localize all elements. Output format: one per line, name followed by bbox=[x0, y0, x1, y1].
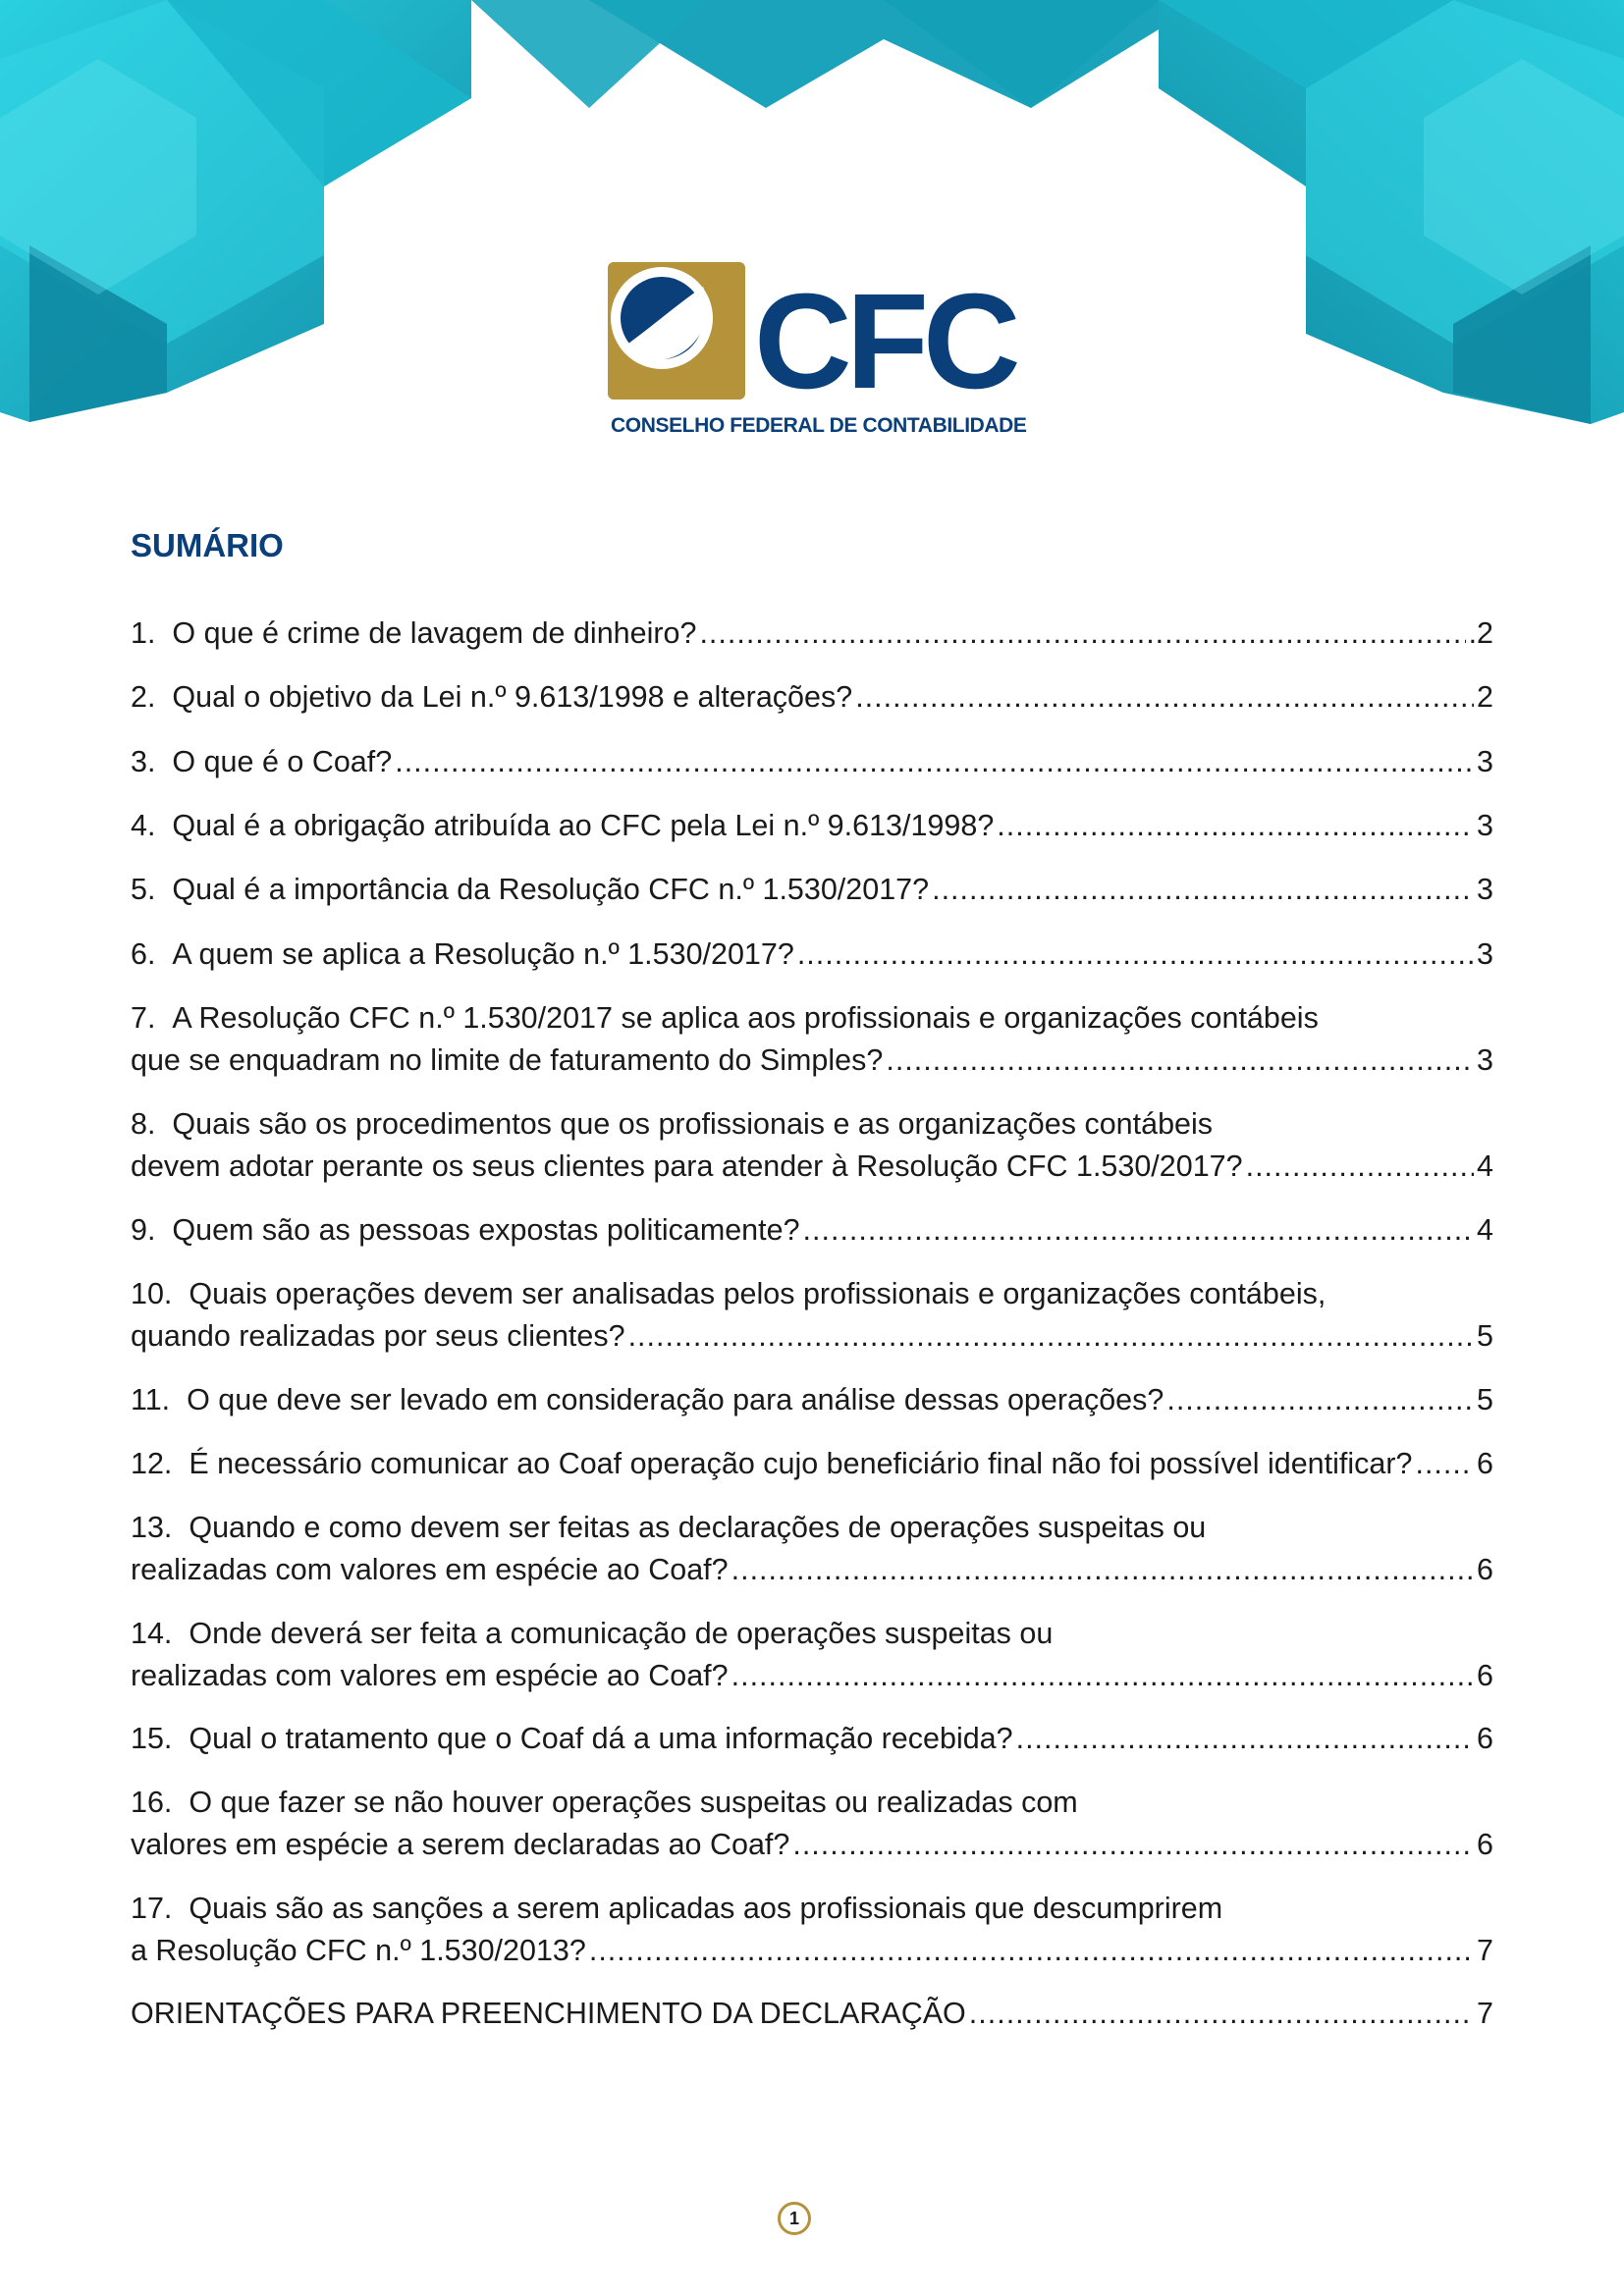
toc-line bbox=[131, 1655, 1493, 1697]
toc-line bbox=[131, 1146, 1493, 1188]
toc-entry-text: 3. O que é o Coaf? bbox=[131, 745, 393, 778]
dot-leader bbox=[855, 676, 1474, 719]
toc-entry bbox=[131, 1209, 1493, 1252]
toc-entry-text: 10. Quais operações devem ser analisadas pelos profissionais e organizações contábeis, bbox=[131, 1277, 1326, 1310]
toc-entry bbox=[131, 1718, 1493, 1760]
toc-entry-text: ORIENTAÇÕES PARA PREENCHIMENTO DA DECLARAÇÃO bbox=[131, 1997, 966, 2030]
toc-page-number: 3 bbox=[1477, 937, 1493, 971]
toc-line bbox=[131, 1782, 1493, 1824]
toc-page-number: 5 bbox=[1477, 1319, 1493, 1353]
toc-line bbox=[131, 1315, 1493, 1358]
gear-icon bbox=[611, 267, 713, 369]
toc-line bbox=[131, 1443, 1493, 1485]
toc-entry-text: 7. A Resolução CFC n.º 1.530/2017 se aplica aos profissionais e organizações contábeis bbox=[131, 1001, 1319, 1035]
logo-tagline: CONSELHO FEDERAL DE CONTABILIDADE bbox=[611, 414, 1027, 437]
toc-entry bbox=[131, 934, 1493, 976]
dot-leader bbox=[1246, 1146, 1474, 1188]
toc-page-number: 5 bbox=[1477, 1383, 1493, 1416]
toc-entry-text: 4. Qual é a obrigação atribuída ao CFC pela Lei n.º 9.613/1998? bbox=[131, 809, 995, 842]
toc-line bbox=[131, 741, 1493, 783]
toc-line bbox=[131, 676, 1493, 719]
toc-entry bbox=[131, 1782, 1493, 1866]
toc-entry-text: 5. Qual é a importância da Resolução CFC n.º 1.530/2017? bbox=[131, 873, 930, 906]
toc-page-number: 7 bbox=[1477, 1934, 1493, 1967]
dot-leader bbox=[589, 1930, 1474, 1972]
toc-line bbox=[131, 1930, 1493, 1972]
toc-entry bbox=[131, 613, 1493, 655]
page-title: SUMÁRIO bbox=[131, 527, 284, 563]
toc-line bbox=[131, 1718, 1493, 1760]
toc-entry bbox=[131, 1273, 1493, 1358]
toc-entry-text: valores em espécie a serem declaradas ao Coaf? bbox=[131, 1828, 790, 1861]
toc-page-number: 6 bbox=[1477, 1659, 1493, 1692]
toc-entry bbox=[131, 1613, 1493, 1697]
toc-page-number: 3 bbox=[1477, 873, 1493, 906]
toc-entry-text: realizadas com valores em espécie ao Coaf? bbox=[131, 1659, 729, 1692]
toc-entry bbox=[131, 1103, 1493, 1188]
toc-page-number: 6 bbox=[1477, 1447, 1493, 1480]
dot-leader bbox=[1415, 1443, 1474, 1485]
toc-page-number: .2 bbox=[1468, 616, 1493, 650]
toc-page-number: 2 bbox=[1477, 680, 1493, 714]
toc-line bbox=[131, 997, 1493, 1040]
toc-entry bbox=[131, 1379, 1493, 1421]
logo-wordmark: CFC bbox=[754, 266, 1015, 417]
toc-line bbox=[131, 934, 1493, 976]
toc-entry bbox=[131, 1507, 1493, 1591]
toc-entry bbox=[131, 1993, 1493, 2035]
dot-leader bbox=[997, 805, 1474, 847]
toc-line bbox=[131, 1613, 1493, 1655]
toc-line bbox=[131, 805, 1493, 847]
dot-leader bbox=[797, 934, 1474, 976]
dot-leader bbox=[969, 1993, 1474, 2035]
toc-line bbox=[131, 869, 1493, 911]
dot-leader bbox=[731, 1549, 1474, 1591]
toc-line bbox=[131, 1209, 1493, 1252]
toc-page-number: 6 bbox=[1477, 1722, 1493, 1755]
toc-entry-text: a Resolução CFC n.º 1.530/2013? bbox=[131, 1934, 586, 1967]
toc-page-number: 6 bbox=[1477, 1553, 1493, 1586]
toc-entry-text: 16. O que fazer se não houver operações suspeitas ou realizadas com bbox=[131, 1786, 1078, 1819]
toc-entry-text: 9. Quem são as pessoas expostas politicamente? bbox=[131, 1213, 800, 1247]
toc-entry bbox=[131, 1443, 1493, 1485]
toc-page-number: 3 bbox=[1477, 809, 1493, 842]
toc-page-number: 7 bbox=[1477, 1997, 1493, 2030]
dot-leader bbox=[1166, 1379, 1474, 1421]
toc-entry-text: 8. Quais são os procedimentos que os profissionais e as organizações contábeis bbox=[131, 1107, 1214, 1141]
toc-entry-text: 15. Qual o tratamento que o Coaf dá a uma informação recebida? bbox=[131, 1722, 1013, 1755]
toc-entry-text: 13. Quando e como devem ser feitas as declarações de operações suspeitas ou bbox=[131, 1511, 1207, 1544]
toc-entry bbox=[131, 869, 1493, 911]
toc-page-number: 3 bbox=[1477, 1043, 1493, 1077]
dot-leader bbox=[792, 1824, 1474, 1866]
toc-entry bbox=[131, 676, 1493, 719]
toc-entry-text: quando realizadas por seus clientes? bbox=[131, 1319, 625, 1353]
page-number: 1 bbox=[778, 2202, 811, 2235]
dot-leader bbox=[395, 741, 1474, 783]
toc-entry-text: devem adotar perante os seus clientes para atender à Resolução CFC 1.530/2017? bbox=[131, 1149, 1243, 1183]
toc-line bbox=[131, 1507, 1493, 1549]
toc-line bbox=[131, 1993, 1493, 2035]
dot-leader bbox=[731, 1655, 1474, 1697]
toc-page-number: 4 bbox=[1477, 1149, 1493, 1183]
toc-entry-text: 11. O que deve ser levado em consideração para análise dessas operações? bbox=[131, 1383, 1164, 1416]
toc-line bbox=[131, 1040, 1493, 1082]
toc-entry bbox=[131, 741, 1493, 783]
toc-line bbox=[131, 613, 1493, 655]
dot-leader bbox=[628, 1315, 1474, 1358]
dot-leader bbox=[803, 1209, 1474, 1252]
toc-entry-text: realizadas com valores em espécie ao Coaf? bbox=[131, 1553, 729, 1586]
toc-entry bbox=[131, 805, 1493, 847]
dot-leader bbox=[932, 869, 1474, 911]
toc-line bbox=[131, 1549, 1493, 1591]
dot-leader bbox=[1016, 1718, 1474, 1760]
toc-page-number: 4 bbox=[1477, 1213, 1493, 1247]
toc-entry-text: 17. Quais são as sanções a serem aplicadas aos profissionais que descumprirem bbox=[131, 1892, 1223, 1925]
toc-page-number: 3 bbox=[1477, 745, 1493, 778]
toc-entry-text: 6. A quem se aplica a Resolução n.º 1.530/2017? bbox=[131, 937, 794, 971]
toc-entry bbox=[131, 997, 1493, 1082]
toc-line bbox=[131, 1888, 1493, 1930]
toc-line bbox=[131, 1379, 1493, 1421]
dot-leader bbox=[699, 613, 1465, 655]
dot-leader bbox=[886, 1040, 1474, 1082]
toc-entry-text: 2. Qual o objetivo da Lei n.º 9.613/1998 e alterações? bbox=[131, 680, 853, 714]
toc-entry-text: que se enquadram no limite de faturamento do Simples? bbox=[131, 1043, 884, 1077]
toc-page-number: 6 bbox=[1477, 1828, 1493, 1861]
toc-entry-text: 1. O que é crime de lavagem de dinheiro? bbox=[131, 616, 697, 650]
toc-line bbox=[131, 1103, 1493, 1146]
toc-line bbox=[131, 1824, 1493, 1866]
toc-entry bbox=[131, 1888, 1493, 1972]
toc-entry-text: 14. Onde deverá ser feita a comunicação de operações suspeitas ou bbox=[131, 1617, 1054, 1650]
toc-line bbox=[131, 1273, 1493, 1315]
toc-entry-text: 12. É necessário comunicar ao Coaf operação cujo beneficiário final não foi possível identificar? bbox=[131, 1447, 1413, 1480]
